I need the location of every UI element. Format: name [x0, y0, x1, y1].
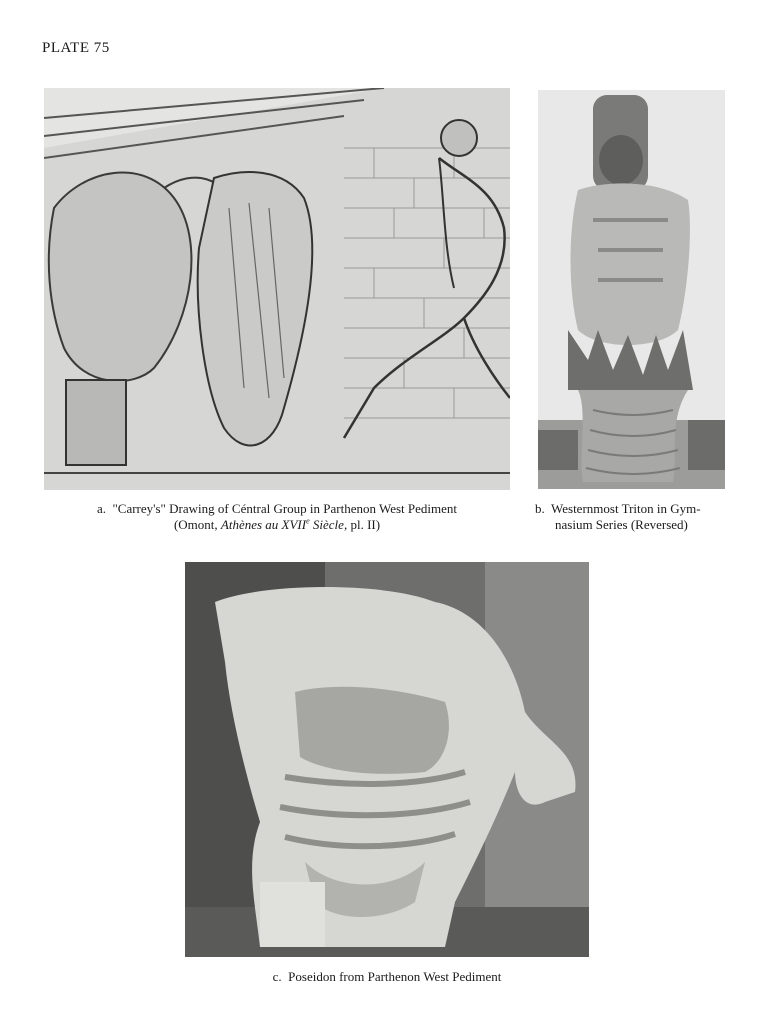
caption-b — [535, 501, 731, 533]
caption-b-letter: b. — [535, 501, 545, 516]
caption-b-line2: nasium Series (Reversed) — [555, 517, 688, 532]
caption-c — [185, 969, 589, 985]
caption-a-text: "Carrey's" Drawing of Céntral Group in Parthenon West Pediment — [112, 501, 458, 516]
plate-title: PLATE 75 — [42, 40, 110, 56]
caption-b-text1: Westernmost Triton in Gym- — [551, 501, 701, 516]
caption-c-letter: c. — [272, 969, 282, 984]
caption-a-line1 — [44, 501, 510, 517]
triton-photo — [538, 90, 725, 489]
caption-c-text: Poseidon from Parthenon West Pediment — [288, 969, 502, 984]
poseidon-torso-photo — [185, 562, 589, 957]
caption-a — [44, 501, 510, 533]
caption-a-plate-ref: pl. II) — [347, 517, 381, 532]
caption-a-line2 — [44, 517, 510, 533]
caption-a-book-title-part1: Athènes au XVII — [220, 517, 307, 532]
caption-a-book-title-part2: Siècle, — [309, 517, 348, 532]
caption-b-line1 — [535, 501, 731, 517]
caption-a-source-open: (Omont, — [173, 517, 221, 532]
caption-a-letter: a. — [96, 501, 106, 516]
caption-a-book-title — [221, 517, 347, 532]
carrey-drawing-image — [44, 88, 510, 490]
caption-a-superscript: e — [306, 516, 310, 526]
